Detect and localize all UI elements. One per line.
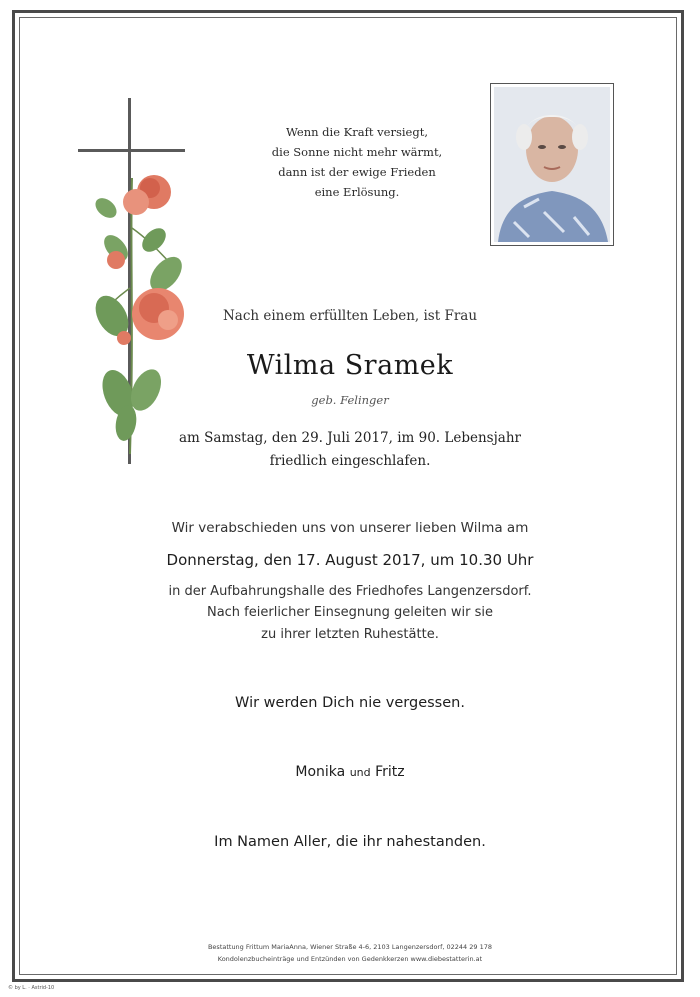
- memory-line: Wir werden Dich nie vergessen.: [235, 695, 465, 711]
- death-date-line: am Samstag, den 29. Juli 2017, im 90. Lebensjahr: [179, 430, 521, 446]
- poem-line: dann ist der ewige Frieden: [278, 165, 436, 179]
- funeral-date: Donnerstag, den 17. August 2017, um 10.30 Uhr: [166, 551, 534, 569]
- intro-text: Nach einem erfüllten Leben, ist Frau: [222, 308, 478, 324]
- funeral-place-line: zu ihrer letzten Ruhestätte.: [261, 627, 439, 642]
- poem: [252, 122, 462, 202]
- family-name: Fritz: [375, 764, 405, 780]
- funeral-place-line: Nach feierlicher Einsegnung geleiten wir sie: [206, 605, 494, 620]
- death-text-line: friedlich eingeschlafen.: [269, 453, 431, 469]
- poem-line: eine Erlösung.: [314, 185, 400, 199]
- family-and: und: [349, 766, 371, 779]
- corner-note: © by L. · Astrid-10: [8, 985, 55, 991]
- portrait-frame: [490, 83, 614, 246]
- farewell-intro: Wir verabschieden uns von unserer lieben Wilma am: [171, 520, 529, 536]
- poem-line: die Sonne nicht mehr wärmt,: [271, 145, 443, 159]
- funeral-place-line: in der Aufbahrungshalle des Friedhofes Langenzersdorf.: [168, 584, 532, 599]
- portrait-photo: [494, 87, 610, 242]
- deceased-name: Wilma Sramek: [246, 350, 454, 381]
- family-name: Monika: [295, 764, 346, 780]
- closing-line: Im Namen Aller, die ihr nahestanden.: [214, 834, 486, 850]
- footer-web: Kondolenzbucheinträge und Entzünden von Gedenkkerzen www.diebestatterin.at: [217, 955, 483, 963]
- poem-line: Wenn die Kraft versiegt,: [286, 125, 428, 139]
- footer-address: Bestattung Frittum MariaAnna, Wiener Straße 4-6, 2103 Langenzersdorf, 02244 29 178: [207, 943, 493, 951]
- birth-name: geb. Felinger: [311, 393, 389, 407]
- cross-bar: [78, 149, 185, 152]
- family-names: [0, 764, 700, 780]
